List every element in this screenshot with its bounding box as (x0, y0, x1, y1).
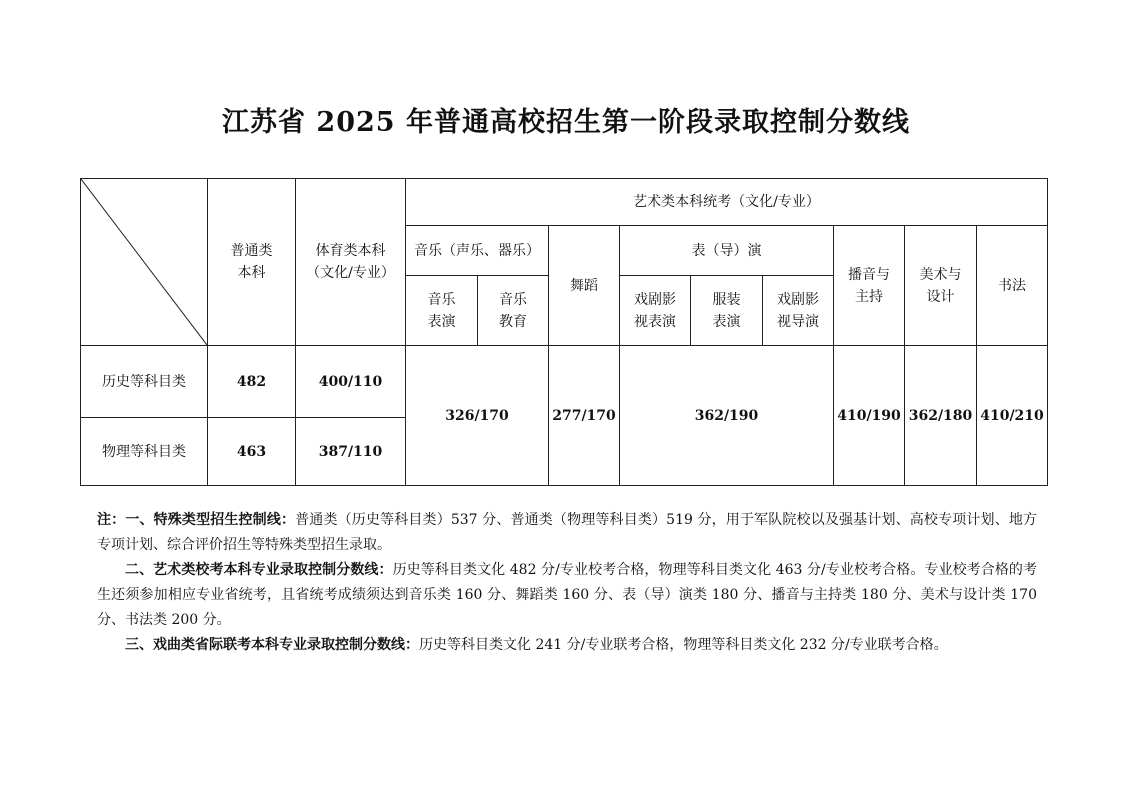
header-costume-perform: 服装 表演 (691, 276, 763, 346)
acting-score: 362/190 (620, 346, 834, 486)
header-music-perform: 音乐 表演 (406, 276, 478, 346)
row-label-history: 历史等科目类 (81, 346, 208, 418)
header-calligraphy: 书法 (977, 226, 1048, 346)
header-drama-film-direct: 戏剧影 视导演 (763, 276, 834, 346)
fineart-score: 362/180 (905, 346, 977, 486)
header-general: 普通类 本科 (208, 179, 296, 346)
notes-section (97, 508, 1037, 658)
diagonal-line (81, 179, 207, 345)
header-drama-film-perform: 戏剧影 视表演 (620, 276, 691, 346)
row-label-physics: 物理等科目类 (81, 418, 208, 486)
header-music-edu: 音乐 教育 (478, 276, 549, 346)
header-acting-group: 表（导）演 (620, 226, 834, 276)
music-score: 326/170 (406, 346, 549, 486)
physics-sports-score: 387/110 (296, 418, 406, 486)
header-broadcast: 播音与 主持 (834, 226, 905, 346)
score-table (80, 178, 1048, 486)
broadcast-score: 410/190 (834, 346, 905, 486)
table-row (81, 346, 1048, 418)
note-2: 二、艺术类校考本科专业录取控制分数线：历史等科目类文化 482 分/专业校考合格，物理等科目类文化 463 分/专业校考合格。专业校考合格的考生还须参加相应专业省统考，且省统考成绩须达到音乐类 160 分、舞蹈类 160 分、表（导）演类 180 分、播音与主持类 180 分、美术与设计类 170 分、书法类 200 分。 (97, 562, 1037, 628)
physics-general-score: 463 (208, 418, 296, 486)
note-1: 注：一、特殊类型招生控制线：普通类（历史等科目类）537 分、普通类（物理等科目类）519 分，用于军队院校以及强基计划、高校专项计划、地方专项计划、综合评价招生等特殊类型招生录取。 (97, 512, 1038, 553)
history-general-score: 482 (208, 346, 296, 418)
calligraphy-score: 410/210 (977, 346, 1048, 486)
header-dance: 舞蹈 (549, 226, 620, 346)
header-sports: 体育类本科 （文化/专业） (296, 179, 406, 346)
history-sports-score: 400/110 (296, 346, 406, 418)
note-3: 三、戏曲类省际联考本科专业录取控制分数线：历史等科目类文化 241 分/专业联考合格，物理等科目类文化 232 分/专业联考合格。 (125, 637, 948, 653)
header-art-group: 艺术类本科统考（文化/专业） (406, 179, 1048, 226)
dance-score: 277/170 (549, 346, 620, 486)
header-music-group: 音乐（声乐、器乐） (406, 226, 549, 276)
page-title: 江苏省 2025 年普通高校招生第一阶段录取控制分数线 (222, 107, 910, 138)
diagonal-header-cell (81, 179, 208, 346)
header-fineart: 美术与 设计 (905, 226, 977, 346)
